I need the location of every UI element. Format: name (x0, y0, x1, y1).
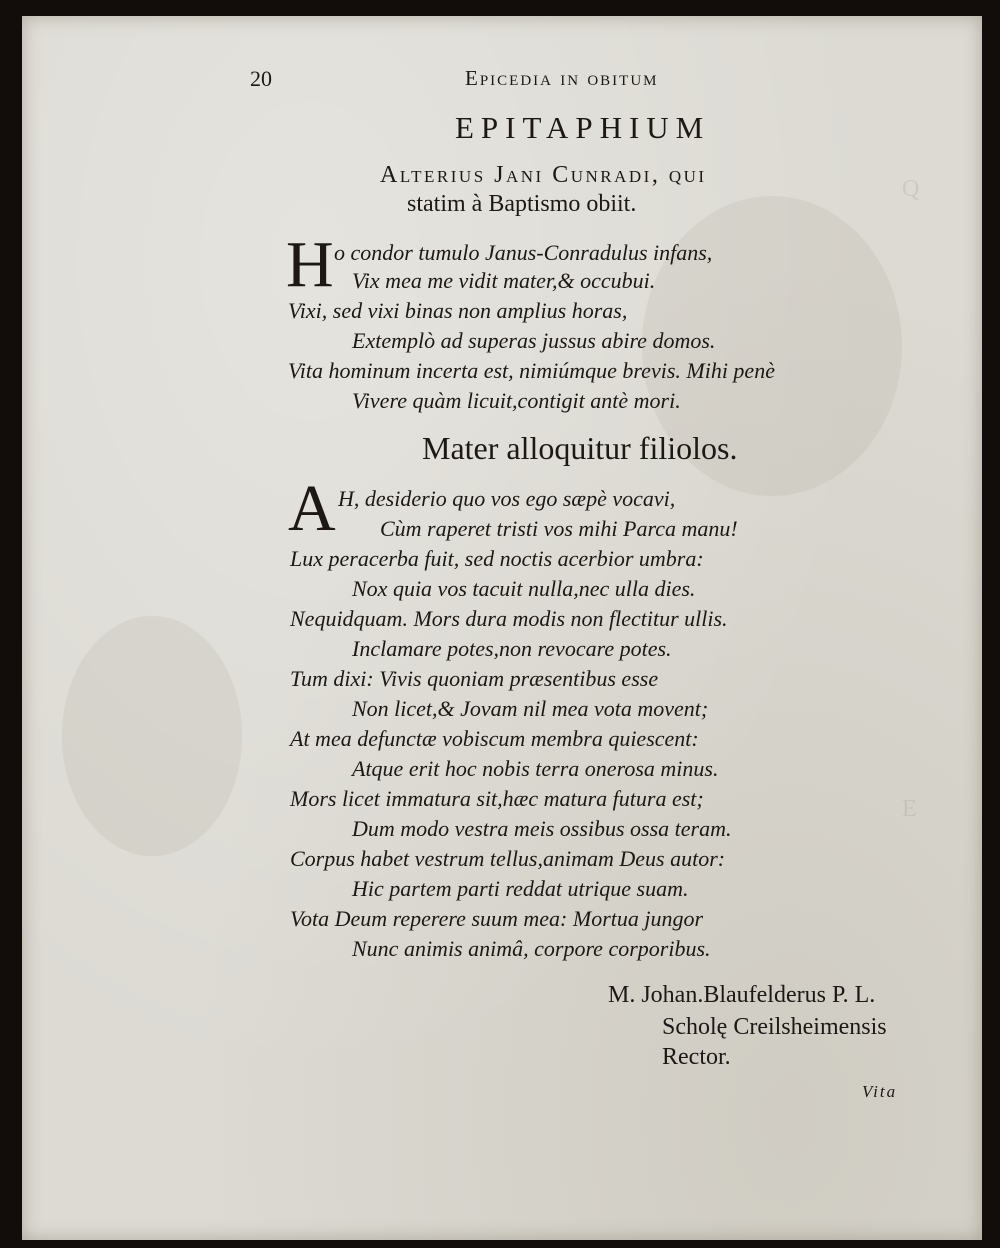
poem-line: Inclamare potes,non revocare potes. (352, 636, 672, 661)
poem-line: H, desiderio quo vos ego sæpè vocavi, (338, 486, 676, 511)
show-through-text: Q (902, 176, 920, 202)
epitaph-line: Vix mea me vidit mater,& occubui. (352, 268, 656, 293)
poem-line: Atque erit hoc nobis terra onerosa minus. (352, 756, 719, 781)
poem-line: At mea defunctæ vobiscum membra quiescent: (290, 726, 699, 751)
epitaph-drop-cap: H (286, 228, 334, 301)
poem-line: Nox quia vos tacuit nulla,nec ulla dies. (352, 576, 696, 601)
signature-line3: Rector. (662, 1044, 731, 1070)
poem-line: Dum modo vestra meis ossibus ossa teram. (352, 816, 732, 841)
running-title: Epicedia in obitum (465, 66, 659, 90)
epitaph-subtitle-line2: statim à Baptismo obiit. (407, 191, 637, 217)
poem-title: Mater alloquitur filiolos. (422, 430, 738, 466)
epitaph-subtitle-line1: Alterius Jani Cunradi, qui (380, 162, 707, 188)
epitaph-line: o condor tumulo Janus-Conradulus infans, (334, 240, 713, 265)
poem-drop-cap: A (288, 472, 336, 545)
epitaph-line: Vita hominum incerta est, nimiúmque brevis. Mihi penè (288, 358, 775, 383)
epitaph-line: Vixi, sed vixi binas non amplius horas, (288, 298, 628, 323)
poem-line: Mors licet immatura sit,hæc matura futura est; (290, 786, 704, 811)
poem-line: Non licet,& Jovam nil mea vota movent; (352, 696, 709, 721)
signature-line1: M. Johan.Blaufelderus P. L. (608, 982, 876, 1008)
poem-line: Nequidquam. Mors dura modis non flectitur ullis. (290, 606, 728, 631)
poem-line: Cùm raperet tristi vos mihi Parca manu! (380, 516, 738, 541)
signature-line2: Scholę Creilsheimensis (662, 1014, 887, 1040)
show-through-text: E (902, 796, 917, 822)
epitaph-line: Extemplò ad superas jussus abire domos. (352, 328, 716, 353)
poem-line: Lux peracerba fuit, sed noctis acerbior umbra: (290, 546, 704, 571)
epitaph-title: EPITAPHIUM (455, 110, 711, 145)
paper-stain (62, 616, 242, 856)
poem-line: Hic partem parti reddat utrique suam. (352, 876, 689, 901)
page-number: 20 (250, 66, 272, 91)
epitaph-line: Vivere quàm licuit,contigit antè mori. (352, 388, 681, 413)
poem-line: Tum dixi: Vivis quoniam præsentibus esse (290, 666, 659, 691)
poem-line: Vota Deum reperere suum mea: Mortua jungor (290, 906, 704, 931)
catchword: Vita (862, 1082, 898, 1101)
poem-line: Nunc animis animâ, corpore corporibus. (352, 936, 711, 961)
poem-line: Corpus habet vestrum tellus,animam Deus autor: (290, 846, 726, 871)
